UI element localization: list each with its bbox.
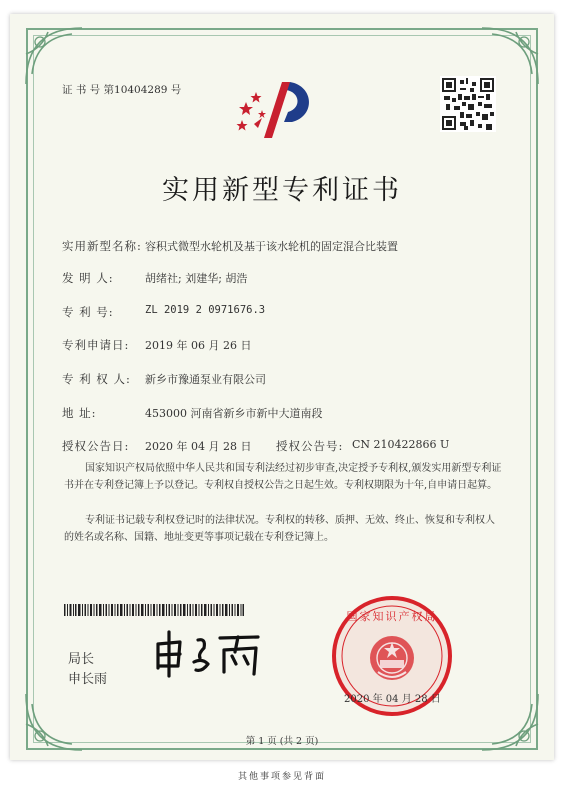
- qr-code-icon: [440, 76, 496, 132]
- legal-status-paragraph: 专利证书记载专利权登记时的法律状况。专利权的转移、质押、无效、终止、恢复和专利权人的姓名或名称、国籍、地址变更等事项记载在专利登记簿上。: [64, 515, 495, 543]
- barcode-icon: [64, 604, 244, 616]
- filing-date-label: 专利申请日:: [62, 338, 130, 352]
- director-title: 局长: [68, 652, 95, 667]
- address-value: 453000 河南省新乡市新中大道南段: [145, 407, 323, 420]
- page-indicator: 第 1 页 (共 2 页): [245, 736, 319, 747]
- patent-number-label: 专 利 号:: [62, 305, 114, 319]
- patent-office-logo-icon: [232, 76, 322, 142]
- certificate-title: 实用新型专利证书: [162, 175, 402, 206]
- grant-statement-paragraph: 国家知识产权局依照中华人民共和国专利法经过初步审查,决定授予专利权,颁发实用新型专利证书并在专利登记簿上予以登记。专利权自授权公告之日起生效。专利权期限为十年,自申请日起算。: [64, 463, 502, 491]
- director-name: 申长雨: [68, 672, 108, 687]
- utility-model-name-label: 实用新型名称:: [62, 239, 142, 253]
- patentee-value: 新乡市豫通泵业有限公司: [145, 373, 266, 386]
- patent-number-value: ZL 2019 2 0971676.3: [145, 304, 266, 316]
- utility-model-name-value: 容积式微型水轮机及基于该水轮机的固定混合比装置: [145, 240, 398, 253]
- inventor-label: 发 明 人:: [62, 271, 114, 285]
- patentee-label: 专 利 权 人:: [62, 372, 131, 386]
- grant-date-value: 2020 年 04 月 28 日: [145, 440, 252, 453]
- signature-icon: [150, 628, 268, 678]
- address-label: 地 址:: [62, 406, 97, 420]
- filing-date-value: 2019 年 06 月 26 日: [145, 339, 252, 352]
- grant-number-label: 授权公告号:: [276, 439, 344, 453]
- footer-note: 其他事项参见背面: [237, 772, 326, 782]
- certificate-number: 证 书 号 第10404289 号: [62, 84, 182, 96]
- seal-text: 国家知识产权局: [346, 610, 438, 623]
- grant-number-value: CN 210422866 U: [352, 438, 450, 451]
- grant-date-label: 授权公告日:: [62, 439, 130, 453]
- seal-date: 2020 年 04 月 28 日: [344, 694, 441, 705]
- inventor-value: 胡绪社; 刘建华; 胡浩: [145, 272, 248, 285]
